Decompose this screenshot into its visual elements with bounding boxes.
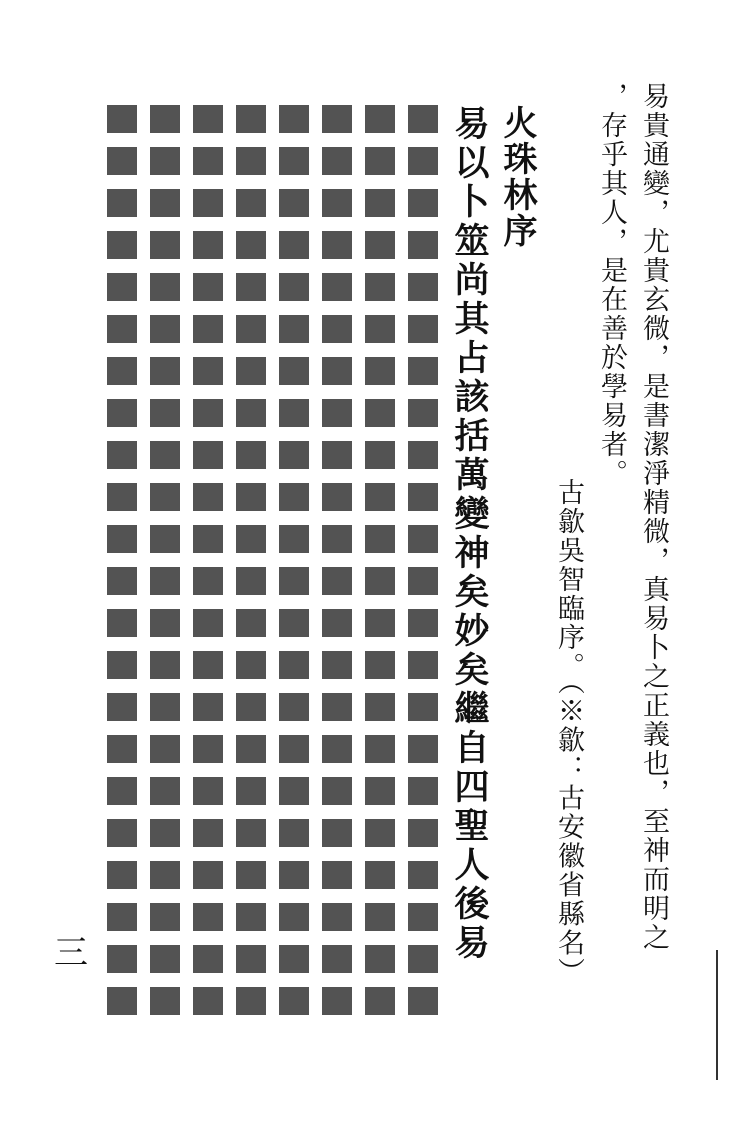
body-column-placeholder — [150, 105, 180, 1020]
body-column-placeholder — [365, 105, 395, 1020]
preface-heading: 火珠林序 — [497, 105, 537, 249]
body-column-placeholder — [236, 105, 266, 1020]
body-column-placeholder — [107, 105, 137, 1020]
page-edge-line — [716, 950, 718, 1080]
page-number: 三 — [54, 933, 88, 973]
body-column-placeholder — [193, 105, 223, 1020]
preface-column-1: 易貴通變，尤貴玄微，是書潔淨精微，真易卜之正義也，至神而明之 — [638, 82, 669, 952]
preface-column-2: ，存乎其人，是在善於學易者。 — [596, 82, 627, 488]
body-column-placeholder — [408, 105, 438, 1020]
preface-signature: 古歙吳智臨序。（※歙：古安徽省縣名） — [553, 478, 584, 987]
body-column-placeholder — [322, 105, 352, 1020]
body-column-1: 易以卜筮尚其占該括萬變神矣妙矣繼自四聖人後易 — [449, 105, 490, 963]
body-column-placeholder — [279, 105, 309, 1020]
